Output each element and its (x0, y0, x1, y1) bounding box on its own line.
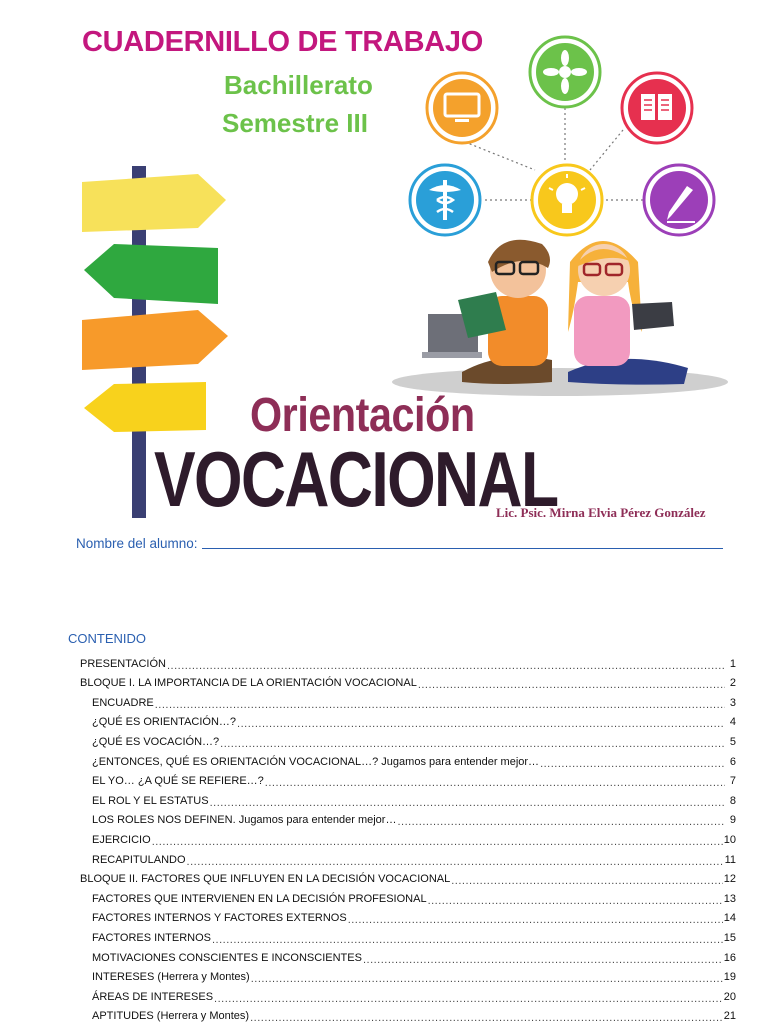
toc-entry-title: FACTORES INTERNOS Y FACTORES EXTERNOS (92, 912, 347, 925)
toc-entry-title: BLOQUE II. FACTORES QUE INFLUYEN EN LA DECISIÓN VOCACIONAL (80, 873, 451, 886)
toc-entry[interactable] (80, 905, 736, 925)
toc-entry-page: 14 (723, 912, 736, 925)
toc-entry-title: EJERCICIO (92, 833, 151, 846)
author-name: Lic. Psic. Mirna Elvia Pérez González (496, 505, 706, 520)
toc-entry[interactable] (80, 866, 736, 886)
subject-orientacion: Orientación (250, 389, 475, 442)
toc-entry-page: 12 (723, 873, 736, 886)
toc-dot-leader (418, 679, 725, 689)
toc-entry[interactable] (80, 807, 736, 827)
tablet (632, 302, 674, 330)
toc-entry-title: EL YO… ¿A QUÉ SE REFIERE…? (92, 775, 264, 788)
toc-entry-title: EL ROL Y EL ESTATUS (92, 794, 209, 807)
toc-dot-leader (397, 816, 725, 826)
cover-title: CUADERNILLO DE TRABAJO (82, 26, 484, 58)
toc-entry-page: 13 (723, 892, 736, 905)
sign-green (84, 244, 218, 304)
toc-entry-title: FACTORES QUE INTERVIENEN EN LA DECISIÓN PROFESIONAL (92, 892, 427, 905)
toc-dot-leader (237, 718, 725, 728)
toc-entry[interactable] (80, 650, 736, 670)
toc-entry-title: ÁREAS DE INTERESES (92, 990, 214, 1003)
boy-figure (458, 240, 552, 384)
toc-entry[interactable] (80, 964, 736, 984)
toc-entry[interactable] (80, 983, 736, 1003)
sign-orange (82, 310, 228, 370)
cover-level: Bachillerato (224, 70, 373, 100)
toc-dot-leader (220, 738, 725, 748)
sign-yellow-top (82, 174, 226, 232)
toc-entry[interactable] (80, 924, 736, 944)
toc-entry-title: PRESENTACIÓN (80, 657, 166, 670)
student-name-label: Nombre del alumno: (76, 536, 198, 551)
toc-heading: CONTENIDO (68, 631, 146, 646)
toc-entry[interactable] (80, 885, 736, 905)
toc-dot-leader (250, 1012, 723, 1022)
student-name-line[interactable] (202, 548, 723, 549)
sign-yellow-bottom (84, 382, 206, 432)
book-icon (622, 73, 692, 143)
flower-icon (530, 37, 600, 107)
subject-vocacional: VOCACIONAL (154, 435, 558, 523)
toc-entry[interactable] (80, 1003, 736, 1023)
toc-dot-leader (187, 856, 724, 866)
toc-entry-page: 16 (723, 951, 736, 964)
toc-entry-page: 9 (729, 814, 736, 827)
toc-dot-leader (428, 895, 723, 905)
toc-dot-leader (348, 914, 723, 924)
toc-entry-page: 4 (729, 716, 736, 729)
toc-entry[interactable] (80, 748, 736, 768)
toc-dot-leader (451, 875, 723, 885)
career-icons-network (405, 30, 725, 240)
toc-dot-leader (152, 836, 723, 846)
toc-entry[interactable] (80, 944, 736, 964)
toc-entry-page: 15 (723, 931, 736, 944)
toc-entry[interactable] (80, 846, 736, 866)
toc-entry-title: FACTORES INTERNOS (92, 931, 211, 944)
toc-entry-title: APTITUDES (Herrera y Montes) (92, 1010, 250, 1023)
toc-entry[interactable] (80, 709, 736, 729)
toc-entry[interactable] (80, 728, 736, 748)
toc-entry-page: 8 (729, 794, 736, 807)
cover-semester: Semestre III (222, 108, 368, 138)
toc-dot-leader (212, 934, 723, 944)
toc-entry-title: INTERESES (Herrera y Montes) (92, 971, 250, 984)
toc-entry[interactable] (80, 826, 736, 846)
toc-entry-title: ¿ENTONCES, QUÉ ES ORIENTACIÓN VOCACIONAL…? Jugamos para entender mejor… (92, 755, 540, 768)
toc-entry-page: 7 (729, 775, 736, 788)
table-of-contents (80, 650, 736, 1022)
students-illustration (392, 222, 728, 400)
toc-entry-page: 5 (729, 735, 736, 748)
toc-entry-title: RECAPITULANDO (92, 853, 186, 866)
toc-dot-leader (155, 699, 725, 709)
toc-entry-page: 6 (729, 755, 736, 768)
toc-entry-page: 20 (723, 990, 736, 1003)
toc-dot-leader (265, 777, 725, 787)
toc-entry[interactable] (80, 670, 736, 690)
toc-entry-title: ¿QUÉ ES VOCACIÓN…? (92, 735, 220, 748)
girl-figure (568, 241, 688, 385)
toc-entry[interactable] (80, 787, 736, 807)
toc-dot-leader (167, 660, 725, 670)
toc-entry-title: BLOQUE I. LA IMPORTANCIA DE LA ORIENTACIÓN VOCACIONAL (80, 677, 417, 690)
toc-dot-leader (210, 797, 725, 807)
toc-entry[interactable] (80, 768, 736, 788)
computer-icon (427, 73, 497, 143)
toc-entry-title: ENCUADRE (92, 696, 154, 709)
toc-entry-title: ¿QUÉ ES ORIENTACIÓN…? (92, 716, 237, 729)
toc-dot-leader (363, 954, 723, 964)
toc-entry-page: 3 (729, 696, 736, 709)
toc-entry-page: 1 (729, 657, 736, 670)
toc-dot-leader (540, 758, 725, 768)
toc-dot-leader (251, 973, 723, 983)
toc-entry[interactable] (80, 689, 736, 709)
toc-entry-title: MOTIVACIONES CONSCIENTES E INCONSCIENTES (92, 951, 362, 964)
toc-entry-page: 11 (724, 853, 736, 866)
toc-dot-leader (214, 993, 723, 1003)
toc-entry-page: 19 (723, 971, 736, 984)
toc-entry-page: 2 (729, 677, 736, 690)
toc-entry-page: 21 (723, 1010, 736, 1023)
toc-entry-page: 10 (723, 833, 736, 846)
toc-entry-title: LOS ROLES NOS DEFINEN. Jugamos para entender mejor… (92, 814, 397, 827)
